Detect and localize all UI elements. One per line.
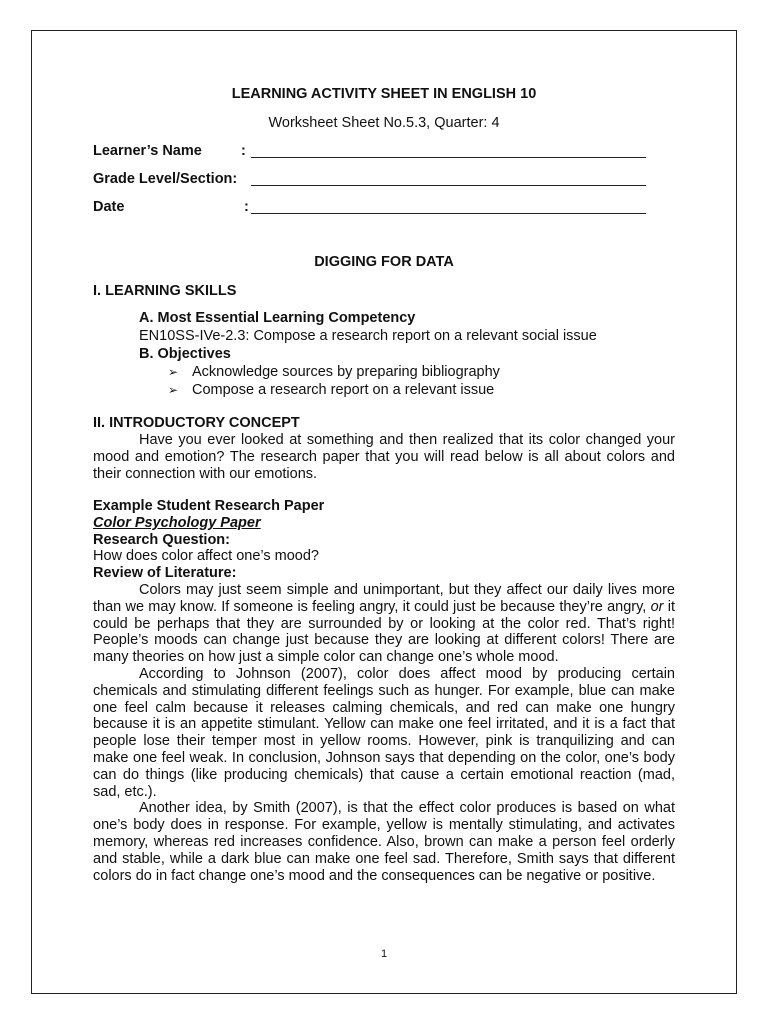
- intro-text: Have you ever looked at something and then realized that its color changed your mood and emotion? The research paper that you will read below is all about colors and their connection with our emotions.: [93, 432, 675, 482]
- competency-line: [139, 328, 597, 344]
- learner-name-line: [251, 157, 646, 158]
- learner-name-colon: :: [241, 143, 246, 159]
- objectives-heading: B. Objectives: [139, 346, 231, 362]
- grade-section-label: Grade Level/Section:: [93, 171, 238, 187]
- arrow-bullet-icon: ➢: [168, 365, 179, 379]
- example-paper: [93, 498, 675, 884]
- example-heading: Example Student Research Paper: [93, 498, 325, 514]
- review-paragraph-2: According to Johnson (2007), color does affect mood by producing certain chemicals and stimulating different feelings such as hunger. For example, blue can make one feel calm because it releases calming chemicals, and red can make one hungry because it is an appetite stimulant. Yellow can make one feel irritated, and it is a fact that people lose their temper most in yellow rooms. However, pink is tranquilizing and can make one feel weak. In conclusion, Johnson says that depending on the color, one’s body can do things (like producing chemicals) that cause a certain emotional reaction (mad, sad, etc.).: [93, 665, 675, 800]
- research-question-label: Research Question:: [93, 531, 230, 548]
- page-number: 1: [380, 948, 388, 960]
- objective-item: [168, 382, 494, 398]
- intro-paragraph: [93, 432, 675, 482]
- paper-title: Color Psychology Paper: [93, 514, 261, 531]
- objective-text: Acknowledge sources by preparing bibliography: [192, 364, 500, 380]
- learner-name-label: Learner’s Name: [93, 143, 202, 159]
- review-literature-label: Review of Literature:: [93, 565, 237, 582]
- worksheet-subtitle: Worksheet Sheet No.5.3, Quarter: 4: [268, 115, 500, 131]
- date-colon: :: [244, 199, 249, 215]
- review-paragraph-1: [93, 582, 675, 666]
- section-title: DIGGING FOR DATA: [314, 254, 454, 270]
- intro-heading: II. INTRODUCTORY CONCEPT: [93, 415, 300, 431]
- date-line: [251, 213, 646, 214]
- arrow-bullet-icon: ➢: [168, 383, 179, 397]
- learning-skills-heading: I. LEARNING SKILLS: [93, 283, 237, 299]
- competency-code: EN10SS-IVe-2.3: [139, 328, 246, 344]
- grade-section-line: [251, 185, 646, 186]
- review-paragraph-3: Another idea, by Smith (2007), is that the effect color produces is based on what one’s body does in response. For example, yellow is mentally stimulating, and activates memory, whereas red increases confidence. Also, brown can make a person feel orderly and stable, while a dark blue can make one feel sad. Therefore, Smith says that different colors do in fact change one’s mood and the consequences can be negative or positive.: [93, 800, 675, 884]
- objective-text: Compose a research report on a relevant issue: [192, 382, 495, 398]
- p1-part-b: it could be perhaps that they are surrounded by or looking at the color red. That’s right! People’s moods can change just because they are looking at different colors! There are many theories on how just a simple color can change one’s whole mood.: [93, 598, 675, 666]
- p1-italic-or: or: [650, 598, 664, 615]
- page-title: LEARNING ACTIVITY SHEET IN ENGLISH 10: [231, 86, 537, 102]
- objective-item: [168, 364, 500, 380]
- date-label: Date: [93, 199, 125, 215]
- research-question-text: How does color affect one’s mood?: [93, 548, 319, 565]
- competency-text: : Compose a research report on a relevant social issue: [245, 328, 597, 344]
- p1-part-a: Colors may just seem simple and unimportant, but they affect our daily lives more than we may know. If someone is feeling angry, it could just be because they’re angry,: [93, 581, 675, 615]
- competency-heading: A. Most Essential Learning Competency: [139, 310, 416, 326]
